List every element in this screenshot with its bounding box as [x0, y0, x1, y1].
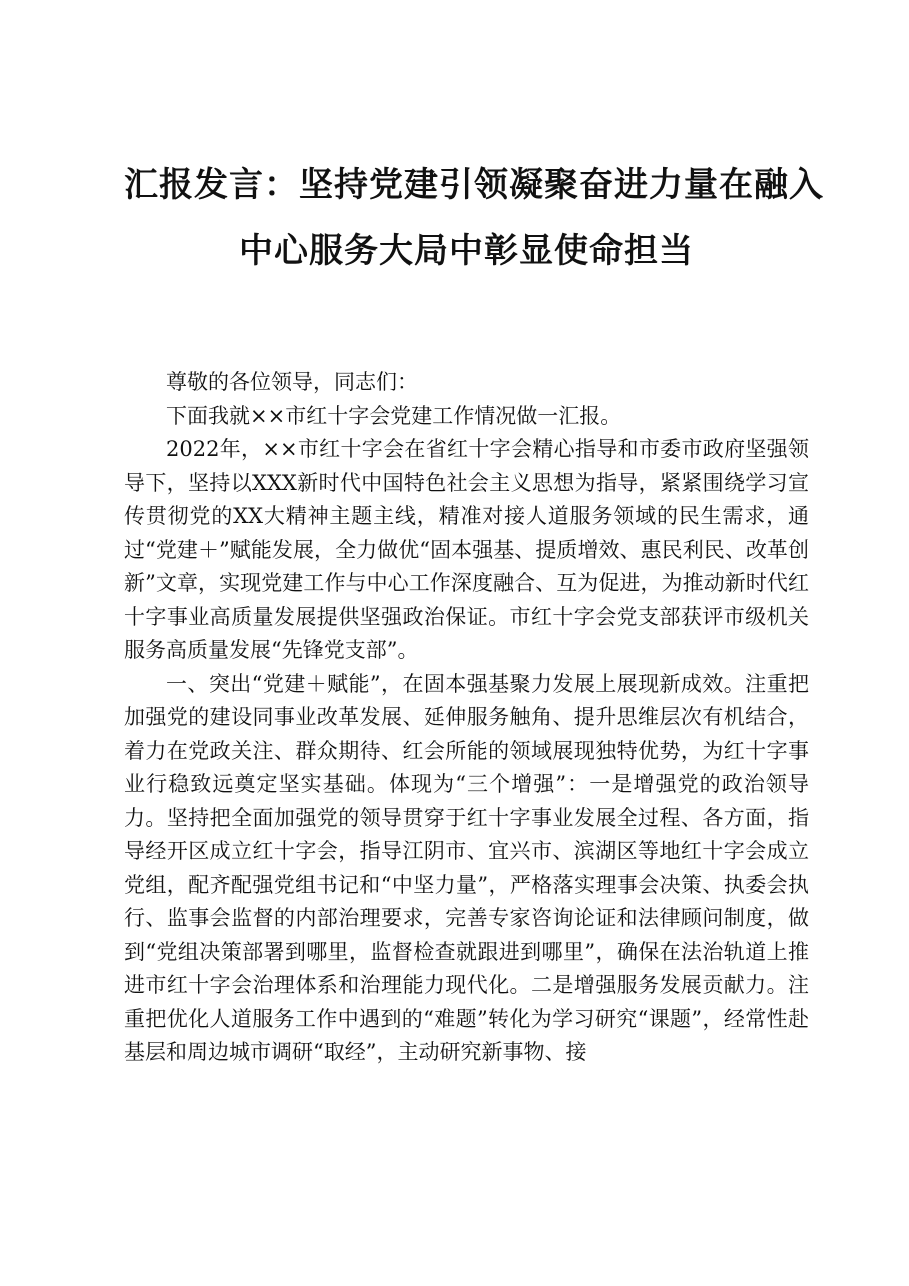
section-one-paragraph: 一、突出“党建＋赋能”，在固本强基聚力发展上展现新成效。注重把加强党的建设同事业改革发展、延伸服务触角、提升思维层次有机结合，着力在党政关注、群众期待、红会所能的领域展现独特优势，为红十字事业行稳致远奠定坚实基础。体现为“三个增强”：一是增强党的政治领导力。坚持把全面加强党的领导贯穿于红十字事业发展全过程、各方面，指导经开区成立红十字会，指导江阴市、宜兴市、滨湖区等地红十字会成立党组，配齐配强党组书记和“中坚力量”，严格落实理事会决策、执委会执行、监事会监督的内部治理要求，完善专家咨询论证和法律顾问制度，做到“党组决策部署到哪里，监督检查就跟进到哪里”，确保在法治轨道上推进市红十字会治理体系和治理能力现代化。二是增强服务发展贡献力。注重把优化人道服务工作中遇到的“难题”转化为学习研究“课题”，经常性赴基层和周边城市调研“取经”，主动研究新事物、接: [124, 671, 809, 1064]
overview-paragraph: 2022年，××市红十字会在省红十字会精心指导和市委市政府坚强领导下，坚持以XXX新时代中国特色社会主义思想为指导，紧紧围绕学习宣传贯彻党的XX大精神主题主线，精准对接人道服务领域的民生需求，通过“党建＋”赋能发展，全力做优“固本强基、提质增效、惠民利民、改革创新”文章，实现党建工作与中心工作深度融合、互为促进，为推动新时代红十字事业高质量发展提供坚强政治保证。市红十字会党支部获评市级机关服务高质量发展“先锋党支部”。: [124, 437, 809, 662]
document-body: [124, 366, 809, 1070]
title-line-2: 中心服务大局中彰显使命担当: [239, 231, 694, 271]
title-line-1: 汇报发言：坚持党建引领凝聚奋进力量在融入: [124, 165, 824, 205]
salutation-paragraph: 尊敬的各位领导，同志们：: [166, 370, 418, 394]
intro-paragraph: 下面我就××市红十字会党建工作情况做一汇报。: [166, 403, 622, 428]
document-title: [124, 152, 824, 284]
